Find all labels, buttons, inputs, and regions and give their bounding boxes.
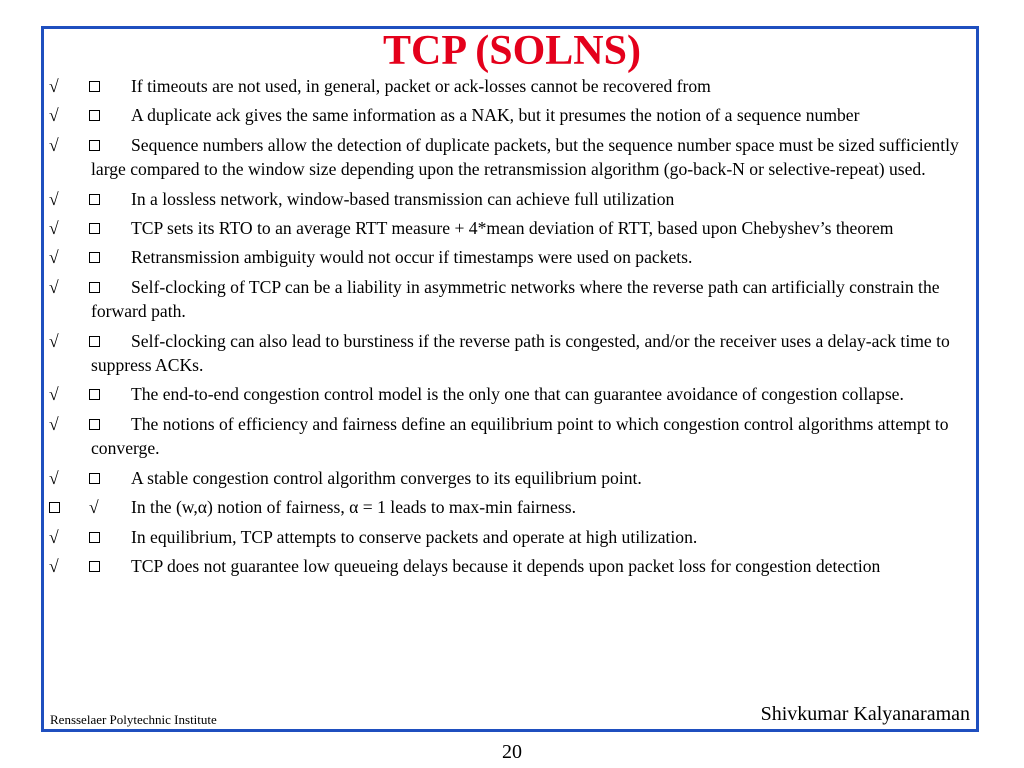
check-mark-icon: √ <box>49 526 59 547</box>
check-mark-icon: √ <box>49 218 59 239</box>
answer-item <box>49 525 969 549</box>
empty-box-icon <box>89 554 100 578</box>
empty-box-icon <box>89 275 100 299</box>
answer-item <box>49 495 969 519</box>
empty-box-icon <box>89 525 100 549</box>
footer-author: Shivkumar Kalyanaraman <box>760 703 970 725</box>
answer-text: In the (w,α) notion of fairness, α = 1 leads to max-min fairness. <box>131 497 576 518</box>
footer-institution: Rensselaer Polytechnic Institute <box>50 712 217 727</box>
answer-text: If timeouts are not used, in general, packet or ack-losses cannot be recovered from <box>131 76 711 96</box>
check-mark-icon: √ <box>49 555 59 576</box>
answer-text: The end-to-end congestion control model is the only one that can guarantee avoidance of congestion collapse. <box>131 384 904 405</box>
check-mark-icon: √ <box>49 276 59 297</box>
check-mark-icon: √ <box>49 467 59 488</box>
answer-item <box>49 133 969 182</box>
answer-text: The notions of efficiency and fairness define an equilibrium point to which congestion control algorithms attempt to converge. <box>91 413 949 459</box>
answer-text: A duplicate ack gives the same information as a NAK, but it presumes the notion of a sequence number <box>131 105 860 126</box>
answer-item <box>49 245 969 269</box>
check-mark-icon: √ <box>49 247 59 268</box>
empty-box-icon <box>89 187 100 211</box>
answer-text: A stable congestion control algorithm converges to its equilibrium point. <box>131 467 642 488</box>
answer-item <box>49 412 969 461</box>
empty-box-icon <box>89 382 100 406</box>
empty-box-icon <box>89 329 100 353</box>
answer-text: Self-clocking can also lead to burstiness if the reverse path is congested, and/or the receiver uses a delay-ack time to suppress ACKs. <box>91 330 950 376</box>
answer-text: Sequence numbers allow the detection of duplicate packets, but the sequence number space must be sized sufficiently large compared to the window size depending upon the retransmission algorithm (go-back-N or selective-repeat) used. <box>91 134 959 180</box>
empty-box-icon <box>89 133 100 157</box>
answer-item <box>49 329 969 378</box>
empty-box-icon <box>89 103 100 127</box>
answer-text: TCP does not guarantee low queueing delays because it depends upon packet loss for congestion detection <box>131 555 881 576</box>
empty-box-icon <box>89 245 100 269</box>
empty-box-icon <box>89 412 100 436</box>
answer-text: In a lossless network, window-based transmission can achieve full utilization <box>131 188 675 209</box>
empty-box-icon <box>89 466 100 490</box>
empty-box-icon <box>49 495 60 519</box>
answer-item <box>49 187 969 211</box>
page-number: 20 <box>502 741 522 763</box>
check-mark-icon: √ <box>49 134 59 155</box>
empty-box-icon <box>89 216 100 240</box>
check-mark-icon: √ <box>89 497 99 518</box>
answer-text: TCP sets its RTO to an average RTT measure + 4*mean deviation of RTT, based upon Chebyshev’s theorem <box>131 218 894 239</box>
check-mark-icon: √ <box>49 384 59 405</box>
answer-item <box>49 382 969 406</box>
slide-title: TCP (SOLNS) <box>383 28 641 74</box>
check-mark-icon: √ <box>49 188 59 209</box>
answer-text: Self-clocking of TCP can be a liability in asymmetric networks where the reverse path can artificially constrain the forward path. <box>91 276 940 322</box>
empty-box-icon <box>89 74 100 98</box>
answer-item <box>49 74 969 98</box>
check-mark-icon: √ <box>49 76 59 96</box>
answer-item <box>49 554 969 578</box>
answer-list <box>49 74 969 583</box>
answer-text: Retransmission ambiguity would not occur if timestamps were used on packets. <box>131 247 693 268</box>
check-mark-icon: √ <box>49 330 59 351</box>
answer-text: In equilibrium, TCP attempts to conserve packets and operate at high utilization. <box>131 526 698 547</box>
answer-item <box>49 103 969 127</box>
answer-item <box>49 466 969 490</box>
check-mark-icon: √ <box>49 105 59 126</box>
check-mark-icon: √ <box>49 413 59 434</box>
answer-item <box>49 275 969 324</box>
answer-item <box>49 216 969 240</box>
